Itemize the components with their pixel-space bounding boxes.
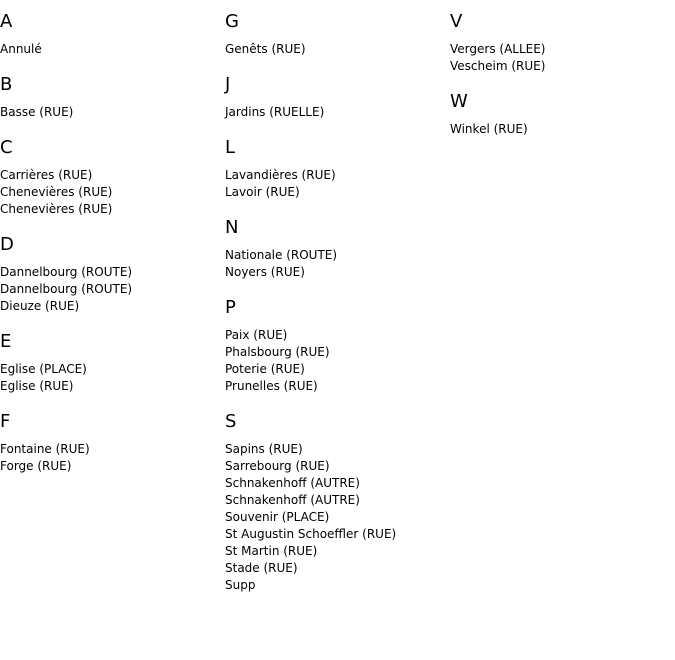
street-list	[225, 441, 450, 594]
street-link[interactable]: Vescheim (RUE)	[450, 59, 546, 73]
index-column	[450, 0, 675, 154]
street-link[interactable]: Fontaine (RUE)	[0, 442, 90, 456]
letter-heading: D	[0, 234, 14, 255]
street-list	[225, 247, 450, 281]
letter-group	[0, 411, 225, 475]
letter-heading: A	[0, 11, 13, 32]
street-list	[0, 41, 225, 58]
street-link[interactable]: Noyers (RUE)	[225, 265, 305, 279]
street-link[interactable]: Prunelles (RUE)	[225, 379, 318, 393]
letter-group	[225, 297, 450, 395]
letter-group	[450, 91, 675, 138]
letter-heading: B	[0, 74, 13, 95]
letter-group	[0, 11, 225, 58]
street-list	[225, 167, 450, 201]
street-link[interactable]: Eglise (RUE)	[0, 379, 74, 393]
street-link[interactable]: Jardins (RUELLE)	[225, 105, 325, 119]
street-link[interactable]: Dannelbourg (ROUTE)	[0, 265, 133, 279]
street-link[interactable]: Eglise (PLACE)	[0, 362, 87, 376]
street-link[interactable]: Phalsbourg (RUE)	[225, 345, 330, 359]
street-link[interactable]: Lavandières (RUE)	[225, 168, 336, 182]
letter-group	[225, 411, 450, 594]
letter-group	[0, 234, 225, 315]
street-link[interactable]: Chenevières (RUE)	[0, 185, 113, 199]
letter-heading: G	[225, 11, 239, 32]
street-link[interactable]: Schnakenhoff (AUTRE)	[225, 493, 360, 507]
street-link[interactable]: Annulé	[0, 42, 42, 56]
street-link[interactable]: Winkel (RUE)	[450, 122, 528, 136]
letter-heading: C	[0, 137, 13, 158]
street-link[interactable]: Paix (RUE)	[225, 328, 288, 342]
street-link[interactable]: Schnakenhoff (AUTRE)	[225, 476, 360, 490]
street-link[interactable]: St Augustin Schoeffler (RUE)	[225, 527, 397, 541]
street-list	[0, 167, 225, 218]
letter-heading: L	[225, 137, 236, 158]
letter-group	[0, 137, 225, 218]
street-list	[0, 104, 225, 121]
letter-group	[225, 137, 450, 201]
letter-group	[225, 217, 450, 281]
letter-group	[450, 11, 675, 75]
letter-heading: P	[225, 297, 236, 318]
street-link[interactable]: Sapins (RUE)	[225, 442, 303, 456]
street-link[interactable]: Souvenir (PLACE)	[225, 510, 330, 524]
letter-group	[225, 11, 450, 58]
street-link[interactable]: Dannelbourg (ROUTE)	[0, 282, 133, 296]
street-link[interactable]: Supp	[225, 578, 256, 592]
street-link[interactable]: Lavoir (RUE)	[225, 185, 300, 199]
street-list	[0, 361, 225, 395]
street-link[interactable]: St Martin (RUE)	[225, 544, 318, 558]
street-link[interactable]: Genêts (RUE)	[225, 42, 306, 56]
street-list	[225, 327, 450, 395]
street-link[interactable]: Forge (RUE)	[0, 459, 72, 473]
street-list	[0, 264, 225, 315]
street-link[interactable]: Chenevières (RUE)	[0, 202, 113, 216]
letter-heading: S	[225, 411, 237, 432]
letter-group	[225, 74, 450, 121]
street-link[interactable]: Vergers (ALLEE)	[450, 42, 546, 56]
letter-heading: N	[225, 217, 239, 238]
street-list	[450, 121, 675, 138]
street-list	[225, 41, 450, 58]
street-link[interactable]: Stade (RUE)	[225, 561, 298, 575]
letter-heading: V	[450, 11, 463, 32]
street-link[interactable]: Poterie (RUE)	[225, 362, 305, 376]
street-link[interactable]: Dieuze (RUE)	[0, 299, 80, 313]
letter-heading: W	[450, 91, 468, 112]
letter-group	[0, 74, 225, 121]
letter-group	[0, 331, 225, 395]
street-link[interactable]: Basse (RUE)	[0, 105, 74, 119]
letter-heading: E	[0, 331, 12, 352]
street-link[interactable]: Nationale (ROUTE)	[225, 248, 338, 262]
letter-heading: J	[225, 74, 231, 95]
street-link[interactable]: Sarrebourg (RUE)	[225, 459, 330, 473]
street-list	[450, 41, 675, 75]
letter-heading: F	[0, 411, 11, 432]
street-list	[0, 441, 225, 475]
index-column	[0, 0, 225, 491]
index-column	[225, 0, 450, 610]
street-link[interactable]: Carrières (RUE)	[0, 168, 93, 182]
street-list	[225, 104, 450, 121]
